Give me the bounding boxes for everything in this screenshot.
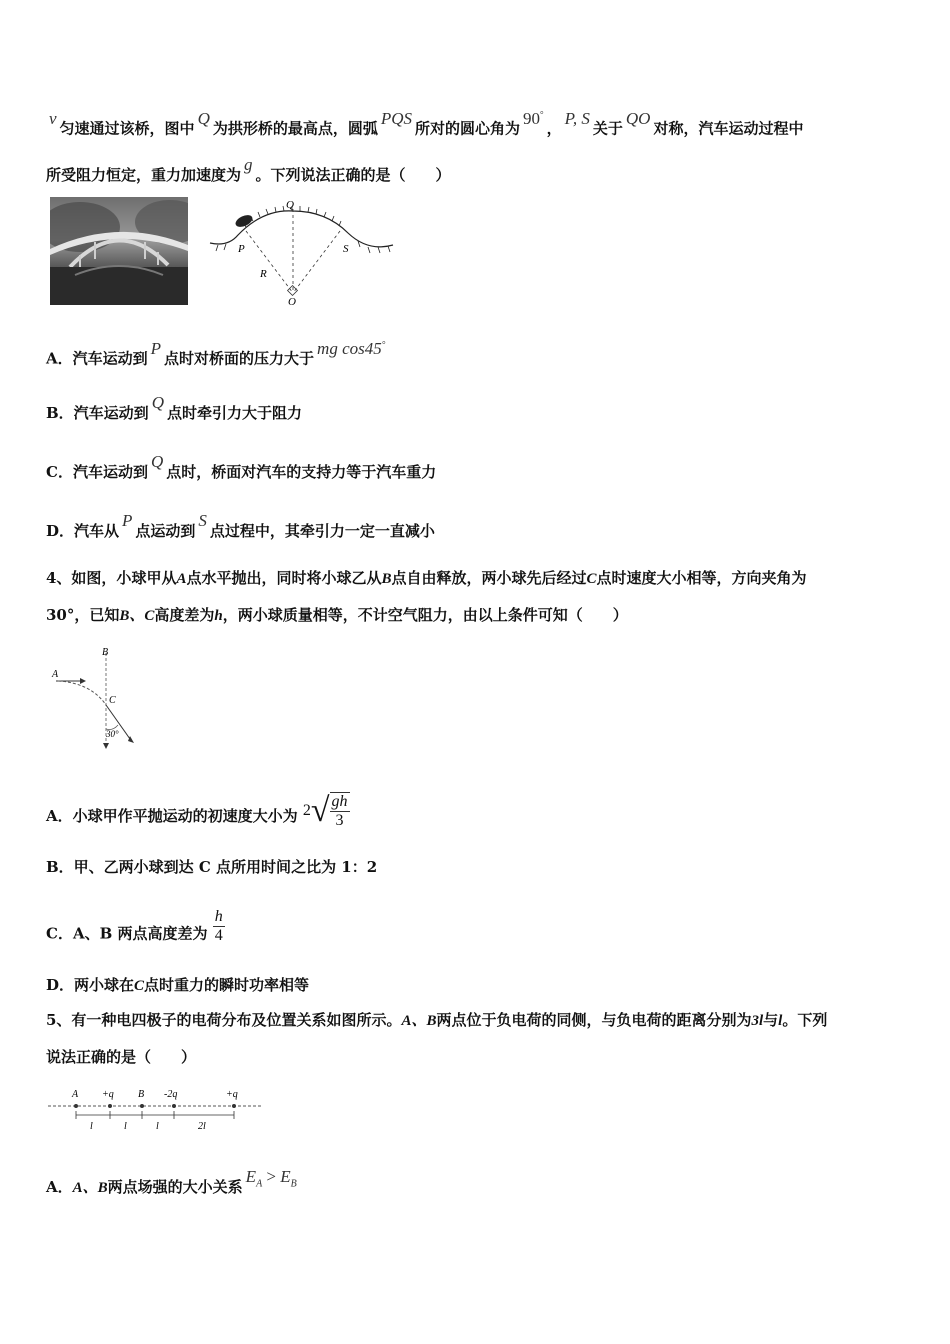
arch-bridge-diagram (208, 197, 398, 309)
dist-3: l (156, 1121, 159, 1132)
dist-2: l (124, 1121, 127, 1132)
quadrupole-diagram (46, 1083, 266, 1143)
label-B: B (102, 647, 109, 658)
label-P: P (238, 243, 245, 255)
expr-h-over-4: $\frac{h}{4}$ (214, 908, 223, 944)
q3-option-A: A．汽车运动到P点时对桥面的压力大于mg cos45° (46, 338, 386, 368)
bridge-photo (50, 197, 188, 305)
q4-option-A: A．小球甲作平抛运动的初速度大小为 2√ $\frac{gh}{3}$ (46, 792, 348, 829)
q4-option-B: B．甲、乙两小球到达 C 点所用时间之比为 1：2 (46, 858, 378, 876)
q3-stem-line1: v匀速通过该桥，图中Q为拱形桥的最高点，圆弧PQS所对的圆心角为90°，P, S关于QO对称，汽车运动过程中 (49, 108, 804, 138)
expr-EA-gt-EB: $E_A > E_B$ (245, 1167, 297, 1190)
point-B (140, 1104, 144, 1108)
dist-1: l (90, 1121, 93, 1132)
q5-stem-line2: 说法正确的是（ ） (46, 1048, 197, 1066)
q4-option-C: C．A、B 两点高度差为 $\frac{h}{4}$ (46, 908, 223, 944)
q3-option-B: B．汽车运动到Q点时牵引力大于阻力 (46, 393, 302, 422)
label-A: A (52, 669, 59, 680)
label-O: O (288, 296, 296, 308)
label-R: R (260, 268, 267, 280)
var-PQS: PQS (380, 108, 413, 128)
q4-option-D: D．两小球在C点时重力的瞬时功率相等 (46, 976, 310, 994)
charge-minus-2q (172, 1104, 176, 1108)
q5-stem-line1: 5、有一种电四极子的电荷分布及位置关系如图所示。A、B两点位于负电荷的同侧，与负电荷的距离分别为3l与l。下列 (46, 1011, 828, 1029)
label-A: A (72, 1089, 79, 1100)
q3-option-C: C．汽车运动到Q点时，桥面对汽车的支持力等于汽车重力 (46, 452, 437, 481)
var-v: v (49, 108, 57, 128)
expr-sqrt-gh-3: 2√ $\frac{gh}{3}$ (302, 792, 348, 829)
label-30deg: 30° (106, 729, 119, 739)
q3-option-D: D．汽车从P点运动到S点过程中，其牵引力一定一直减小 (46, 511, 435, 540)
q4-stem-line2: 30°，已知B、C高度差为h，两小球质量相等，不计空气阻力，由以上条件可知（ ） (46, 606, 628, 624)
projectile-diagram (46, 645, 146, 750)
charge-plus-q-right (232, 1104, 236, 1108)
q4-stem-line1: 4、如图，小球甲从A点水平抛出，同时将小球乙从B点自由释放，两小球先后经过C点时速度大小相等，方向夹角为 (46, 569, 807, 587)
var-PS: P, S (564, 108, 590, 128)
label-B: B (138, 1089, 145, 1100)
q5-option-A: A．A、B两点场强的大小关系$E_A > E_B$ (46, 1167, 297, 1196)
car-icon (234, 213, 255, 230)
q3-stem-line2: 所受阻力恒定，重力加速度为g。下列说法正确的是（ ） (46, 155, 451, 184)
var-g: g (244, 155, 253, 174)
dist-4: 2l (198, 1121, 206, 1132)
label-Q: Q (286, 199, 294, 211)
charge-plus-q-left (108, 1104, 112, 1108)
arch-curve (210, 211, 393, 247)
expr-mgcos45: mg cos45° (317, 338, 386, 358)
label-C: C (109, 695, 116, 706)
var-Q: Q (197, 108, 210, 128)
label-plus-q-left: +q (102, 1089, 114, 1100)
label-minus-2q: -2q (164, 1089, 178, 1100)
label-plus-q-right: +q (226, 1089, 238, 1100)
var-QO: QO (625, 108, 651, 128)
point-A (74, 1104, 78, 1108)
label-S: S (343, 243, 349, 255)
angle-90: 90° (523, 108, 544, 128)
